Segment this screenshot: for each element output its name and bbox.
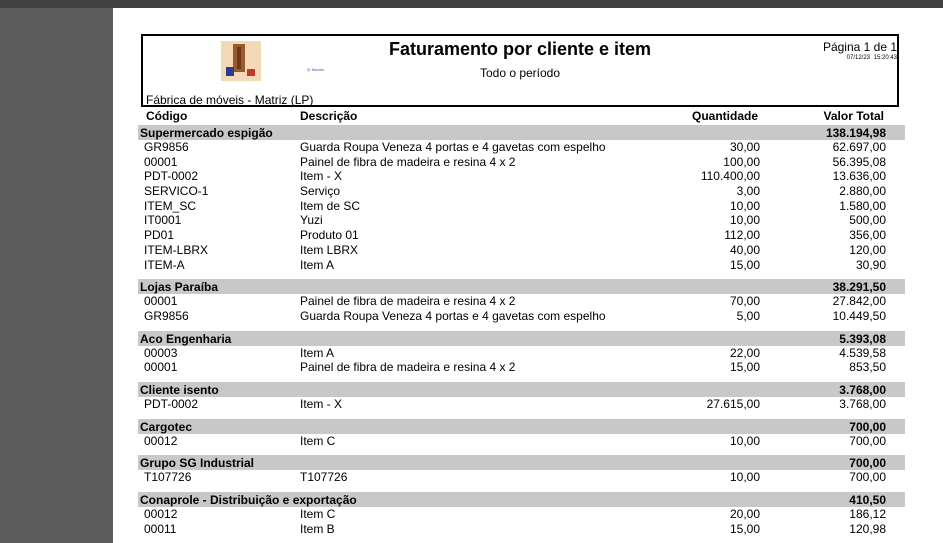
client-total: 38.291,50 bbox=[832, 280, 886, 295]
item-row bbox=[138, 169, 905, 184]
item-description: Item A bbox=[300, 345, 335, 360]
client-group-header bbox=[138, 331, 905, 346]
item-row bbox=[138, 243, 905, 258]
item-description: Painel de fibra de madeira e resina 4 x 2 bbox=[300, 154, 516, 169]
item-description: Item B bbox=[300, 521, 335, 536]
page-number: Página 1 de 1 bbox=[822, 40, 897, 54]
client-total: 138.194,98 bbox=[825, 126, 886, 140]
item-code: T107726 bbox=[144, 470, 192, 485]
client-group-header bbox=[138, 382, 905, 397]
item-description: Painel de fibra de madeira e resina 4 x 2 bbox=[300, 294, 516, 309]
client-group-header bbox=[138, 125, 905, 140]
client-total: 5.393,08 bbox=[839, 331, 886, 346]
item-row bbox=[138, 155, 905, 170]
item-quantity: 100,00 bbox=[723, 154, 760, 169]
item-description: Yuzi bbox=[300, 213, 323, 228]
item-code: 00001 bbox=[144, 294, 178, 309]
item-description: Item A bbox=[300, 257, 335, 272]
item-value: 120,98 bbox=[849, 521, 886, 536]
item-value: 700,00 bbox=[849, 433, 886, 448]
client-group-header bbox=[138, 419, 905, 434]
client-name: Lojas Paraíba bbox=[140, 280, 219, 295]
item-quantity: 5,00 bbox=[736, 308, 760, 323]
item-code: GR9856 bbox=[144, 308, 189, 323]
report-date: 07/12/23 bbox=[846, 55, 870, 61]
group-spacer bbox=[138, 448, 905, 455]
item-code: PDT-0002 bbox=[144, 169, 199, 184]
item-description: Item - X bbox=[300, 169, 343, 184]
item-code: SERVICO-1 bbox=[144, 184, 209, 199]
item-description: Item C bbox=[300, 433, 336, 448]
column-headers bbox=[138, 109, 903, 124]
item-value: 3.768,00 bbox=[839, 396, 886, 411]
client-total: 700,00 bbox=[849, 419, 886, 434]
item-quantity: 112,00 bbox=[724, 228, 760, 243]
item-code: 00012 bbox=[144, 433, 178, 448]
item-row bbox=[138, 309, 905, 324]
item-value: 700,00 bbox=[849, 470, 886, 485]
item-quantity: 30,00 bbox=[729, 140, 760, 154]
item-quantity: 15,00 bbox=[729, 257, 760, 272]
report-title: Faturamento por cliente e item bbox=[388, 39, 652, 59]
report-time: 15:20:43 bbox=[873, 55, 897, 61]
item-row bbox=[138, 140, 905, 155]
report-header bbox=[141, 34, 899, 107]
item-code: PDT-0002 bbox=[144, 396, 199, 411]
item-row bbox=[138, 199, 905, 214]
item-quantity: 70,00 bbox=[729, 294, 760, 309]
column-description: Descrição bbox=[300, 109, 358, 123]
item-description: Guarda Roupa Veneza 4 portas e 4 gavetas com espelho bbox=[300, 140, 606, 154]
item-quantity: 110.400,00 bbox=[700, 169, 760, 184]
client-name: Conaprole - Distribuição e exportação bbox=[140, 493, 357, 507]
item-value: 500,00 bbox=[849, 213, 886, 228]
client-total: 3.768,00 bbox=[839, 382, 886, 397]
item-value: 56.395,08 bbox=[832, 154, 886, 169]
group-spacer bbox=[138, 412, 905, 419]
item-value: 4.539,58 bbox=[839, 345, 886, 360]
item-code: ITEM-LBRX bbox=[144, 242, 209, 257]
item-value: 1.580,00 bbox=[839, 198, 886, 213]
client-group-header bbox=[138, 455, 905, 470]
item-row bbox=[138, 258, 905, 273]
item-code: ITEM_SC bbox=[144, 198, 197, 213]
item-description: Serviço bbox=[300, 184, 341, 199]
item-value: 853,50 bbox=[849, 360, 886, 375]
item-row bbox=[138, 184, 905, 199]
item-quantity: 10,00 bbox=[729, 470, 760, 485]
item-value: 186,12 bbox=[849, 507, 886, 521]
item-code: 00003 bbox=[144, 345, 178, 360]
item-description: T107726 bbox=[300, 470, 348, 485]
item-code: GR9856 bbox=[144, 140, 189, 154]
group-spacer bbox=[138, 272, 905, 279]
item-description: Painel de fibra de madeira e resina 4 x 2 bbox=[300, 360, 516, 375]
item-quantity: 27.615,00 bbox=[706, 396, 760, 411]
group-spacer bbox=[138, 324, 905, 331]
item-description: Item LBRX bbox=[300, 242, 359, 257]
item-quantity: 10,00 bbox=[729, 198, 760, 213]
item-value: 30,90 bbox=[855, 257, 886, 272]
item-description: Item C bbox=[300, 507, 336, 521]
item-quantity: 20,00 bbox=[729, 507, 760, 521]
client-total: 700,00 bbox=[849, 456, 886, 471]
column-total: Valor Total bbox=[823, 109, 884, 123]
item-quantity: 3,00 bbox=[736, 184, 760, 199]
report-period: Todo o período bbox=[479, 66, 561, 80]
item-quantity: 15,00 bbox=[729, 360, 760, 375]
item-value: 120,00 bbox=[849, 242, 886, 257]
item-row bbox=[138, 294, 905, 309]
item-description: Item de SC bbox=[300, 198, 361, 213]
client-name: Supermercado espigão bbox=[140, 126, 273, 140]
item-row bbox=[138, 213, 905, 228]
viewer-top-bar bbox=[0, 0, 943, 8]
client-name: Cargotec bbox=[140, 419, 193, 434]
client-name: Grupo SG Industrial bbox=[140, 456, 255, 471]
item-code: 00001 bbox=[144, 154, 178, 169]
item-code: IT0001 bbox=[144, 213, 182, 228]
item-quantity: 10,00 bbox=[729, 433, 760, 448]
item-row bbox=[138, 470, 905, 485]
client-group-header bbox=[138, 492, 905, 507]
item-code: ITEM-A bbox=[144, 257, 185, 272]
item-quantity: 15,00 bbox=[729, 521, 760, 536]
item-row bbox=[138, 522, 905, 537]
item-row bbox=[138, 434, 905, 449]
item-row bbox=[138, 346, 905, 361]
item-quantity: 22,00 bbox=[729, 345, 760, 360]
item-row bbox=[138, 360, 905, 375]
column-code: Código bbox=[146, 109, 188, 123]
report-page bbox=[113, 8, 943, 543]
item-value: 27.842,00 bbox=[832, 294, 886, 309]
client-total: 410,50 bbox=[849, 493, 886, 507]
item-value: 13.636,00 bbox=[832, 169, 886, 184]
item-code: 00001 bbox=[144, 360, 178, 375]
group-spacer bbox=[138, 375, 905, 382]
item-code: 00012 bbox=[144, 507, 178, 521]
brand-small-text: ◎ Moveis bbox=[307, 67, 325, 72]
client-group-header bbox=[138, 279, 905, 294]
item-row bbox=[138, 507, 905, 522]
item-row bbox=[138, 397, 905, 412]
item-description: Produto 01 bbox=[300, 228, 359, 243]
client-name: Cliente isento bbox=[140, 382, 219, 397]
report-rows bbox=[138, 125, 905, 536]
company-name: Fábrica de móveis - Matriz (LP) bbox=[146, 93, 314, 107]
group-spacer bbox=[138, 485, 905, 492]
item-value: 62.697,00 bbox=[832, 140, 886, 154]
client-name: Aco Engenharia bbox=[140, 331, 232, 346]
column-quantity: Quantidade bbox=[691, 109, 758, 123]
item-value: 2.880,00 bbox=[839, 184, 886, 199]
item-quantity: 10,00 bbox=[729, 213, 760, 228]
item-value: 10.449,50 bbox=[832, 308, 886, 323]
item-quantity: 40,00 bbox=[729, 242, 760, 257]
item-code: 00011 bbox=[144, 521, 177, 536]
item-description: Guarda Roupa Veneza 4 portas e 4 gavetas com espelho bbox=[300, 308, 606, 323]
item-row bbox=[138, 228, 905, 243]
item-description: Item - X bbox=[300, 396, 343, 411]
item-code: PD01 bbox=[144, 228, 175, 243]
item-value: 356,00 bbox=[849, 228, 886, 243]
